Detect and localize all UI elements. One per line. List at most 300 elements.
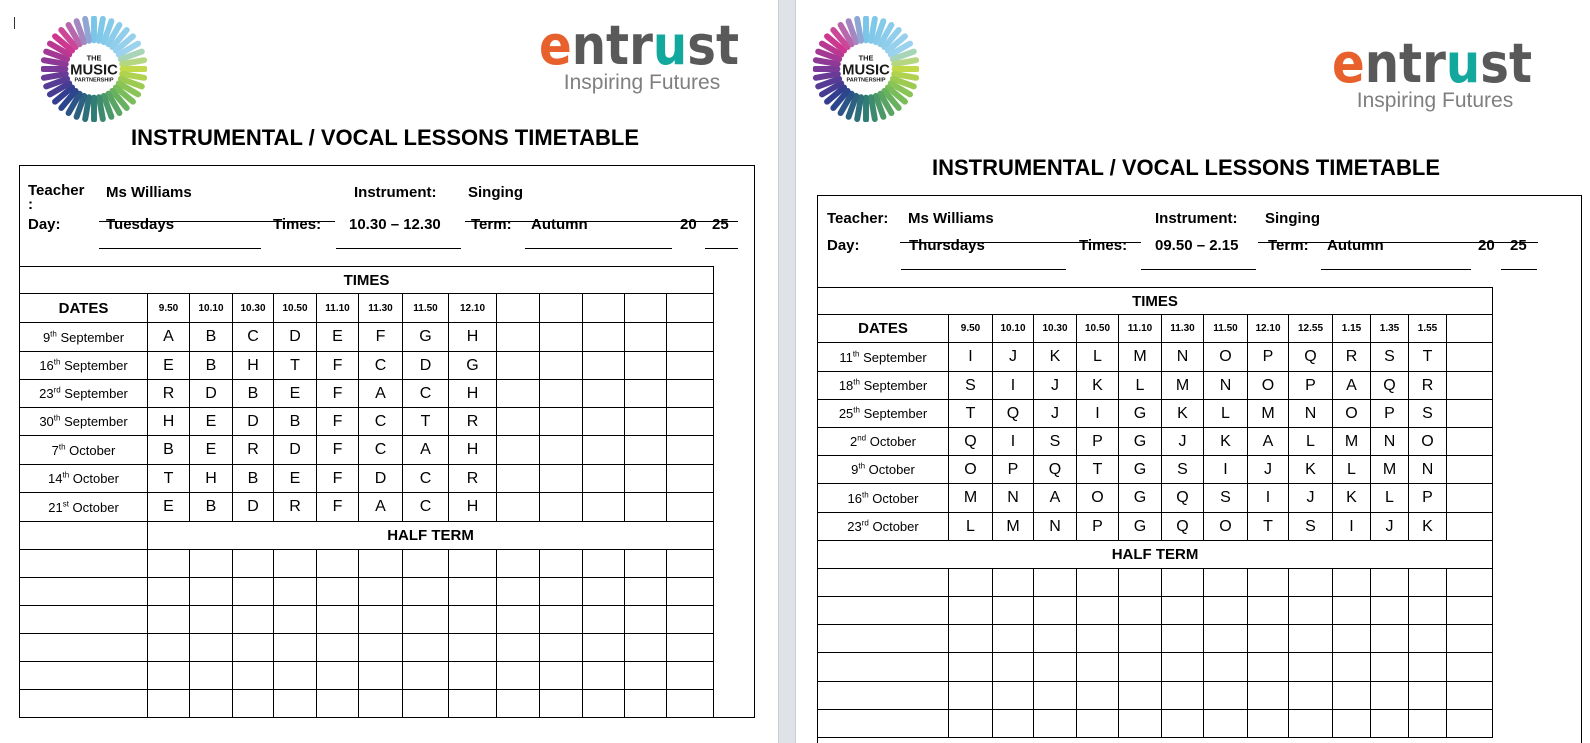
pupil-slot[interactable]: S <box>949 372 993 400</box>
blank-cell[interactable] <box>667 662 714 690</box>
pupil-slot[interactable]: N <box>993 484 1034 513</box>
blank-cell[interactable] <box>1447 653 1493 682</box>
pupil-slot[interactable]: M <box>1333 428 1371 456</box>
pupil-slot[interactable] <box>667 465 714 493</box>
pupil-slot[interactable]: A <box>359 493 403 522</box>
pupil-slot[interactable]: C <box>403 493 449 522</box>
pupil-slot[interactable]: P <box>1289 372 1333 400</box>
blank-cell[interactable] <box>233 578 274 606</box>
pupil-slot[interactable]: O <box>1248 372 1289 400</box>
blank-cell[interactable] <box>148 690 190 718</box>
blank-cell[interactable] <box>583 690 625 718</box>
blank-cell[interactable] <box>1409 625 1447 653</box>
instrument-value[interactable]: Singing <box>1265 210 1320 227</box>
blank-cell[interactable] <box>403 662 449 690</box>
pupil-slot[interactable]: F <box>317 352 359 380</box>
pupil-slot[interactable]: E <box>274 380 317 408</box>
pupil-slot[interactable]: I <box>1077 400 1119 428</box>
pupil-slot[interactable]: G <box>1119 513 1162 541</box>
pupil-slot[interactable]: I <box>993 372 1034 400</box>
blank-cell[interactable] <box>1333 653 1371 682</box>
pupil-slot[interactable] <box>625 408 667 436</box>
blank-cell[interactable] <box>667 550 714 578</box>
blank-cell[interactable] <box>317 690 359 718</box>
blank-cell[interactable] <box>1204 682 1248 710</box>
pupil-slot[interactable]: H <box>148 408 190 436</box>
pupil-slot[interactable]: M <box>1371 456 1409 484</box>
blank-cell[interactable] <box>449 662 497 690</box>
pupil-slot[interactable]: G <box>1119 484 1162 513</box>
pupil-slot[interactable]: F <box>317 465 359 493</box>
pupil-slot[interactable]: Q <box>1162 513 1204 541</box>
pupil-slot[interactable] <box>497 408 540 436</box>
pupil-slot[interactable]: B <box>233 465 274 493</box>
pupil-slot[interactable]: H <box>449 493 497 522</box>
pupil-slot[interactable]: J <box>1371 513 1409 541</box>
pupil-slot[interactable]: F <box>317 380 359 408</box>
blank-cell[interactable] <box>993 710 1034 738</box>
pupil-slot[interactable]: I <box>993 428 1034 456</box>
pupil-slot[interactable]: R <box>449 408 497 436</box>
pupil-slot[interactable] <box>540 408 583 436</box>
pupil-slot[interactable]: J <box>1034 400 1077 428</box>
blank-cell[interactable] <box>1371 625 1409 653</box>
blank-cell[interactable] <box>359 550 403 578</box>
blank-cell[interactable] <box>1289 653 1333 682</box>
blank-cell[interactable] <box>993 569 1034 597</box>
blank-cell[interactable] <box>625 690 667 718</box>
blank-cell[interactable] <box>190 606 233 634</box>
blank-cell[interactable] <box>1204 597 1248 625</box>
pupil-slot[interactable]: S <box>1289 513 1333 541</box>
blank-cell[interactable] <box>1034 710 1077 738</box>
pupil-slot[interactable]: P <box>1077 513 1119 541</box>
pupil-slot[interactable] <box>1447 400 1493 428</box>
pupil-slot[interactable]: J <box>993 343 1034 372</box>
blank-cell[interactable] <box>993 653 1034 682</box>
pupil-slot[interactable]: H <box>449 380 497 408</box>
pupil-slot[interactable]: Q <box>1034 456 1077 484</box>
pupil-slot[interactable] <box>625 323 667 352</box>
pupil-slot[interactable]: M <box>1119 343 1162 372</box>
pupil-slot[interactable] <box>625 493 667 522</box>
blank-cell[interactable] <box>667 606 714 634</box>
blank-cell[interactable] <box>1333 710 1371 738</box>
blank-cell[interactable] <box>1333 682 1371 710</box>
blank-cell[interactable] <box>993 625 1034 653</box>
blank-cell[interactable] <box>540 550 583 578</box>
teacher-value[interactable]: Ms Williams <box>908 210 994 227</box>
blank-cell[interactable] <box>1289 625 1333 653</box>
blank-cell[interactable] <box>818 682 949 710</box>
pupil-slot[interactable]: F <box>317 493 359 522</box>
blank-cell[interactable] <box>949 569 993 597</box>
blank-cell[interactable] <box>20 662 148 690</box>
half-term-date-cell[interactable] <box>20 522 148 550</box>
blank-cell[interactable] <box>274 690 317 718</box>
blank-cell[interactable] <box>148 578 190 606</box>
pupil-slot[interactable]: B <box>190 352 233 380</box>
blank-cell[interactable] <box>497 550 540 578</box>
blank-cell[interactable] <box>1371 653 1409 682</box>
pupil-slot[interactable] <box>667 408 714 436</box>
blank-cell[interactable] <box>1409 682 1447 710</box>
pupil-slot[interactable] <box>625 352 667 380</box>
blank-cell[interactable] <box>583 606 625 634</box>
blank-cell[interactable] <box>540 634 583 662</box>
pupil-slot[interactable]: L <box>949 513 993 541</box>
pupil-slot[interactable] <box>625 380 667 408</box>
pupil-slot[interactable]: H <box>233 352 274 380</box>
day-value[interactable]: Thursdays <box>909 237 985 254</box>
blank-cell[interactable] <box>233 634 274 662</box>
pupil-slot[interactable]: B <box>190 323 233 352</box>
pupil-slot[interactable]: Q <box>1162 484 1204 513</box>
blank-cell[interactable] <box>317 662 359 690</box>
blank-cell[interactable] <box>583 662 625 690</box>
blank-cell[interactable] <box>20 634 148 662</box>
pupil-slot[interactable]: T <box>949 400 993 428</box>
pupil-slot[interactable]: D <box>274 323 317 352</box>
blank-cell[interactable] <box>1077 710 1119 738</box>
teacher-value[interactable]: Ms Williams <box>106 184 192 201</box>
pupil-slot[interactable]: R <box>1333 343 1371 372</box>
pupil-slot[interactable] <box>667 436 714 465</box>
pupil-slot[interactable]: T <box>274 352 317 380</box>
pupil-slot[interactable]: G <box>1119 428 1162 456</box>
blank-cell[interactable] <box>449 578 497 606</box>
blank-cell[interactable] <box>403 690 449 718</box>
pupil-slot[interactable]: Q <box>1371 372 1409 400</box>
pupil-slot[interactable]: A <box>1034 484 1077 513</box>
document-page-1[interactable] <box>0 0 778 743</box>
year-suffix[interactable]: 25 <box>712 216 729 233</box>
pupil-slot[interactable]: L <box>1119 372 1162 400</box>
pupil-slot[interactable]: C <box>403 465 449 493</box>
pupil-slot[interactable]: B <box>233 380 274 408</box>
pupil-slot[interactable] <box>625 465 667 493</box>
pupil-slot[interactable] <box>625 436 667 465</box>
pupil-slot[interactable]: N <box>1204 372 1248 400</box>
pupil-slot[interactable]: N <box>1162 343 1204 372</box>
pupil-slot[interactable]: E <box>148 352 190 380</box>
blank-cell[interactable] <box>449 550 497 578</box>
blank-cell[interactable] <box>148 550 190 578</box>
blank-cell[interactable] <box>359 690 403 718</box>
pupil-slot[interactable]: S <box>1204 484 1248 513</box>
blank-cell[interactable] <box>497 690 540 718</box>
blank-cell[interactable] <box>20 550 148 578</box>
blank-cell[interactable] <box>1447 625 1493 653</box>
blank-cell[interactable] <box>540 662 583 690</box>
pupil-slot[interactable]: T <box>148 465 190 493</box>
pupil-slot[interactable]: R <box>274 493 317 522</box>
pupil-slot[interactable]: R <box>148 380 190 408</box>
blank-cell[interactable] <box>148 634 190 662</box>
blank-cell[interactable] <box>148 606 190 634</box>
pupil-slot[interactable]: G <box>403 323 449 352</box>
pupil-slot[interactable]: R <box>233 436 274 465</box>
blank-cell[interactable] <box>1409 710 1447 738</box>
blank-cell[interactable] <box>1447 710 1493 738</box>
pupil-slot[interactable] <box>667 493 714 522</box>
pupil-slot[interactable]: O <box>1409 428 1447 456</box>
blank-cell[interactable] <box>625 634 667 662</box>
pupil-slot[interactable] <box>1447 456 1493 484</box>
blank-cell[interactable] <box>625 578 667 606</box>
pupil-slot[interactable] <box>497 436 540 465</box>
blank-cell[interactable] <box>274 550 317 578</box>
blank-cell[interactable] <box>993 682 1034 710</box>
blank-cell[interactable] <box>497 606 540 634</box>
blank-cell[interactable] <box>1119 625 1162 653</box>
pupil-slot[interactable]: T <box>1409 343 1447 372</box>
pupil-slot[interactable]: K <box>1409 513 1447 541</box>
blank-cell[interactable] <box>949 710 993 738</box>
blank-cell[interactable] <box>1204 569 1248 597</box>
pupil-slot[interactable]: D <box>403 352 449 380</box>
blank-cell[interactable] <box>583 634 625 662</box>
pupil-slot[interactable]: S <box>1409 400 1447 428</box>
pupil-slot[interactable] <box>540 465 583 493</box>
pupil-slot[interactable] <box>497 323 540 352</box>
pupil-slot[interactable] <box>583 465 625 493</box>
pupil-slot[interactable]: A <box>1333 372 1371 400</box>
pupil-slot[interactable]: H <box>449 323 497 352</box>
pupil-slot[interactable]: D <box>359 465 403 493</box>
blank-cell[interactable] <box>540 606 583 634</box>
blank-cell[interactable] <box>1162 597 1204 625</box>
blank-cell[interactable] <box>1248 569 1289 597</box>
pupil-slot[interactable] <box>583 493 625 522</box>
blank-cell[interactable] <box>1447 597 1493 625</box>
times-value[interactable]: 10.30 – 12.30 <box>349 216 441 233</box>
blank-cell[interactable] <box>1447 682 1493 710</box>
pupil-slot[interactable]: K <box>1034 343 1077 372</box>
blank-cell[interactable] <box>1077 682 1119 710</box>
blank-cell[interactable] <box>540 690 583 718</box>
pupil-slot[interactable]: B <box>190 493 233 522</box>
blank-cell[interactable] <box>1248 653 1289 682</box>
blank-cell[interactable] <box>1333 569 1371 597</box>
blank-cell[interactable] <box>497 634 540 662</box>
blank-cell[interactable] <box>497 578 540 606</box>
blank-cell[interactable] <box>667 634 714 662</box>
pupil-slot[interactable]: A <box>359 380 403 408</box>
blank-cell[interactable] <box>1119 653 1162 682</box>
blank-cell[interactable] <box>1289 597 1333 625</box>
pupil-slot[interactable]: D <box>233 493 274 522</box>
pupil-slot[interactable]: G <box>449 352 497 380</box>
blank-cell[interactable] <box>1077 653 1119 682</box>
term-value[interactable]: Autumn <box>531 216 588 233</box>
blank-cell[interactable] <box>625 662 667 690</box>
blank-cell[interactable] <box>274 578 317 606</box>
blank-cell[interactable] <box>1077 569 1119 597</box>
blank-cell[interactable] <box>359 606 403 634</box>
blank-cell[interactable] <box>1371 710 1409 738</box>
blank-cell[interactable] <box>190 662 233 690</box>
pupil-slot[interactable]: P <box>993 456 1034 484</box>
blank-cell[interactable] <box>497 662 540 690</box>
pupil-slot[interactable] <box>540 380 583 408</box>
day-value[interactable]: Tuesdays <box>106 216 175 233</box>
pupil-slot[interactable] <box>540 352 583 380</box>
document-page-2[interactable] <box>796 0 1590 743</box>
pupil-slot[interactable]: F <box>317 436 359 465</box>
pupil-slot[interactable]: C <box>359 352 403 380</box>
pupil-slot[interactable] <box>497 352 540 380</box>
blank-cell[interactable] <box>190 550 233 578</box>
blank-cell[interactable] <box>583 550 625 578</box>
instrument-value[interactable]: Singing <box>468 184 523 201</box>
blank-cell[interactable] <box>667 690 714 718</box>
pupil-slot[interactable]: L <box>1333 456 1371 484</box>
pupil-slot[interactable] <box>1447 428 1493 456</box>
blank-cell[interactable] <box>317 634 359 662</box>
pupil-slot[interactable]: A <box>148 323 190 352</box>
blank-cell[interactable] <box>949 682 993 710</box>
blank-cell[interactable] <box>1371 569 1409 597</box>
blank-cell[interactable] <box>449 606 497 634</box>
times-value[interactable]: 09.50 – 2.15 <box>1155 237 1239 254</box>
blank-cell[interactable] <box>1371 597 1409 625</box>
blank-cell[interactable] <box>359 578 403 606</box>
blank-cell[interactable] <box>20 606 148 634</box>
blank-cell[interactable] <box>1162 569 1204 597</box>
pupil-slot[interactable] <box>583 408 625 436</box>
blank-cell[interactable] <box>1162 653 1204 682</box>
blank-cell[interactable] <box>449 634 497 662</box>
pupil-slot[interactable]: O <box>1077 484 1119 513</box>
pupil-slot[interactable]: P <box>1371 400 1409 428</box>
pupil-slot[interactable]: J <box>1162 428 1204 456</box>
blank-cell[interactable] <box>1409 569 1447 597</box>
pupil-slot[interactable]: C <box>359 408 403 436</box>
blank-cell[interactable] <box>20 690 148 718</box>
pupil-slot[interactable]: M <box>1248 400 1289 428</box>
blank-cell[interactable] <box>403 550 449 578</box>
pupil-slot[interactable]: C <box>359 436 403 465</box>
blank-cell[interactable] <box>190 578 233 606</box>
pupil-slot[interactable]: K <box>1162 400 1204 428</box>
blank-cell[interactable] <box>818 625 949 653</box>
blank-cell[interactable] <box>403 578 449 606</box>
pupil-slot[interactable] <box>667 380 714 408</box>
pupil-slot[interactable]: S <box>1034 428 1077 456</box>
blank-cell[interactable] <box>233 662 274 690</box>
pupil-slot[interactable]: E <box>148 493 190 522</box>
pupil-slot[interactable]: K <box>1204 428 1248 456</box>
blank-cell[interactable] <box>317 606 359 634</box>
pupil-slot[interactable]: J <box>1248 456 1289 484</box>
year-suffix[interactable]: 25 <box>1510 237 1527 254</box>
blank-cell[interactable] <box>625 550 667 578</box>
pupil-slot[interactable]: I <box>1248 484 1289 513</box>
pupil-slot[interactable]: C <box>233 323 274 352</box>
pupil-slot[interactable]: R <box>449 465 497 493</box>
pupil-slot[interactable]: F <box>317 408 359 436</box>
pupil-slot[interactable]: O <box>1204 343 1248 372</box>
blank-cell[interactable] <box>317 578 359 606</box>
blank-cell[interactable] <box>949 625 993 653</box>
pupil-slot[interactable] <box>540 493 583 522</box>
pupil-slot[interactable]: A <box>1248 428 1289 456</box>
blank-cell[interactable] <box>949 597 993 625</box>
blank-cell[interactable] <box>993 597 1034 625</box>
blank-cell[interactable] <box>818 710 949 738</box>
pupil-slot[interactable]: S <box>1162 456 1204 484</box>
blank-cell[interactable] <box>818 653 949 682</box>
blank-cell[interactable] <box>1119 569 1162 597</box>
pupil-slot[interactable] <box>540 323 583 352</box>
blank-cell[interactable] <box>1333 625 1371 653</box>
pupil-slot[interactable]: N <box>1034 513 1077 541</box>
pupil-slot[interactable]: D <box>274 436 317 465</box>
blank-cell[interactable] <box>403 634 449 662</box>
pupil-slot[interactable]: L <box>1204 400 1248 428</box>
blank-cell[interactable] <box>1162 625 1204 653</box>
pupil-slot[interactable] <box>583 352 625 380</box>
pupil-slot[interactable]: L <box>1289 428 1333 456</box>
pupil-slot[interactable]: K <box>1333 484 1371 513</box>
blank-cell[interactable] <box>1289 710 1333 738</box>
blank-cell[interactable] <box>1248 710 1289 738</box>
blank-cell[interactable] <box>1248 625 1289 653</box>
term-value[interactable]: Autumn <box>1327 237 1384 254</box>
pupil-slot[interactable] <box>540 436 583 465</box>
pupil-slot[interactable]: E <box>190 408 233 436</box>
blank-cell[interactable] <box>1204 625 1248 653</box>
blank-cell[interactable] <box>818 597 949 625</box>
blank-cell[interactable] <box>1034 653 1077 682</box>
blank-cell[interactable] <box>1248 682 1289 710</box>
pupil-slot[interactable]: K <box>1077 372 1119 400</box>
pupil-slot[interactable] <box>1447 343 1493 372</box>
blank-cell[interactable] <box>1034 625 1077 653</box>
pupil-slot[interactable]: I <box>1204 456 1248 484</box>
blank-cell[interactable] <box>625 606 667 634</box>
blank-cell[interactable] <box>148 662 190 690</box>
blank-cell[interactable] <box>1289 682 1333 710</box>
pupil-slot[interactable]: C <box>403 380 449 408</box>
pupil-slot[interactable]: H <box>449 436 497 465</box>
blank-cell[interactable] <box>1034 597 1077 625</box>
blank-cell[interactable] <box>274 662 317 690</box>
blank-cell[interactable] <box>403 606 449 634</box>
pupil-slot[interactable]: J <box>1289 484 1333 513</box>
blank-cell[interactable] <box>1034 682 1077 710</box>
blank-cell[interactable] <box>233 606 274 634</box>
blank-cell[interactable] <box>818 569 949 597</box>
pupil-slot[interactable]: P <box>1248 343 1289 372</box>
pupil-slot[interactable]: D <box>233 408 274 436</box>
pupil-slot[interactable] <box>583 323 625 352</box>
blank-cell[interactable] <box>1162 682 1204 710</box>
pupil-slot[interactable]: Q <box>1289 343 1333 372</box>
pupil-slot[interactable]: F <box>359 323 403 352</box>
pupil-slot[interactable]: G <box>1119 400 1162 428</box>
pupil-slot[interactable] <box>1447 484 1493 513</box>
blank-cell[interactable] <box>667 578 714 606</box>
blank-cell[interactable] <box>1409 653 1447 682</box>
pupil-slot[interactable]: L <box>1371 484 1409 513</box>
pupil-slot[interactable]: N <box>1371 428 1409 456</box>
pupil-slot[interactable]: O <box>1204 513 1248 541</box>
blank-cell[interactable] <box>233 690 274 718</box>
blank-cell[interactable] <box>190 690 233 718</box>
pupil-slot[interactable] <box>497 380 540 408</box>
